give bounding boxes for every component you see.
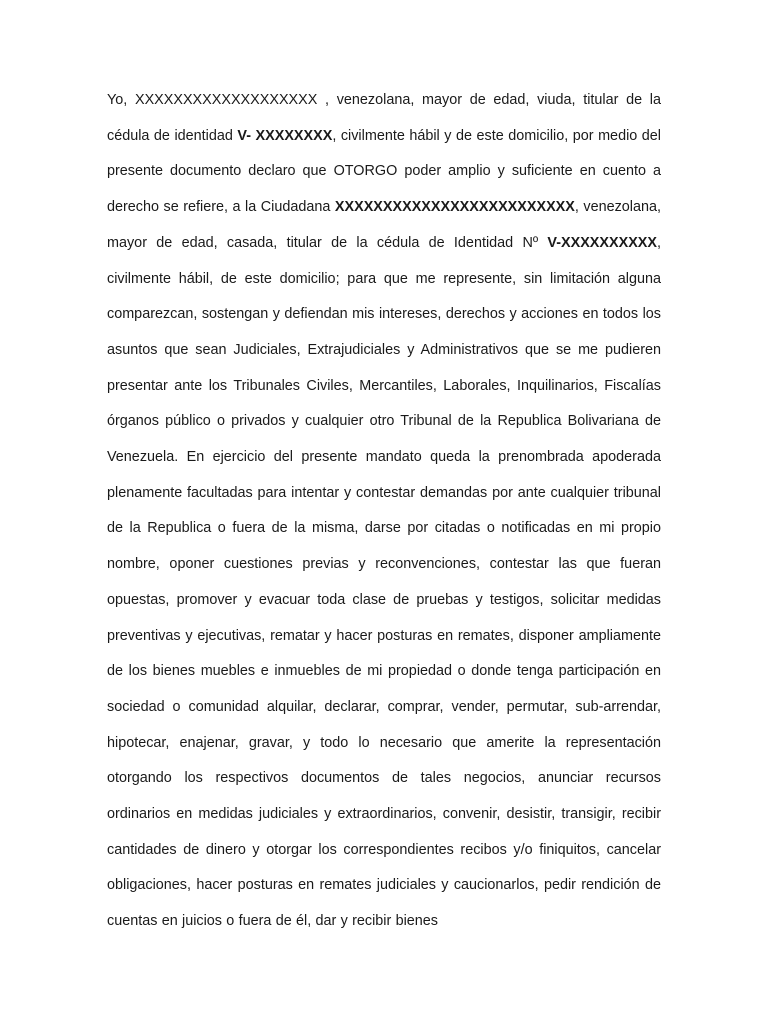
power-of-attorney-paragraph: [107, 83, 661, 940]
paragraph-middle-2: , venezolana, mayor de edad, casada, titular de la cédula de Identidad Nº: [107, 199, 661, 251]
grantor-id: V- XXXXXXXX: [237, 127, 333, 144]
paragraph-opening: Yo, XXXXXXXXXXXXXXXXXXX , venezolana, mayor de edad, viuda, titular de la cédula de identidad: [107, 92, 661, 144]
paragraph-closing: , civilmente hábil, de este domicilio; para que me represente, sin limitación alguna comparezcan, sostengan y defiendan mis intereses, derechos y acciones en todos los asuntos que sean Judiciales, Extrajudiciales y Administrativos que se me pudieren presentar ante los Tribunales Civiles, Mercantiles, Laborales, Inquilinarios, Fiscalías órganos público o privados y cualquier otro Tribunal de la Republica Bolivariana de Venezuela. En ejercicio del presente mandato queda la prenombrada apoderada plenamente facultadas para intentar y contestar demandas por ante cualquier tribunal de la Republica o fuera de la misma, darse por citadas o notificadas en mi propio nombre, oponer cuestiones previas y reconvenciones, contestar las que fueran opuestas, promover y evacuar toda clase de pruebas y testigos, solicitar medidas preventivas y ejecutivas, rematar y hacer posturas en remates, disponer ampliamente de los bienes muebles e inmuebles de mi propiedad o donde tenga participación en sociedad o comunidad alquilar, declarar, comprar, vender, permutar, sub-arrendar, hipotecar, enajenar, gravar, y todo lo necesario que amerite la representación otorgando los respectivos documentos de tales negocios, anunciar recursos ordinarios en medidas judiciales y extraordinarios, convenir, desistir, transigir, recibir cantidades de dinero y otorgar los correspondientes recibos y/o finiquitos, cancelar obligaciones, hacer posturas en remates judiciales y caucionarlos, pedir rendición de cuentas en juicios o fuera de él, dar y recibir bienes: [107, 234, 661, 930]
paragraph-middle-1: , civilmente hábil y de este domicilio, por medio del presente documento declaro que OTORGO poder amplio y suficiente en cuento a derecho se refiere, a la Ciudadana: [107, 127, 661, 216]
attorney-id: V-XXXXXXXXXX: [547, 234, 657, 251]
attorney-name: XXXXXXXXXXXXXXXXXXXXXXXXX: [334, 199, 575, 216]
